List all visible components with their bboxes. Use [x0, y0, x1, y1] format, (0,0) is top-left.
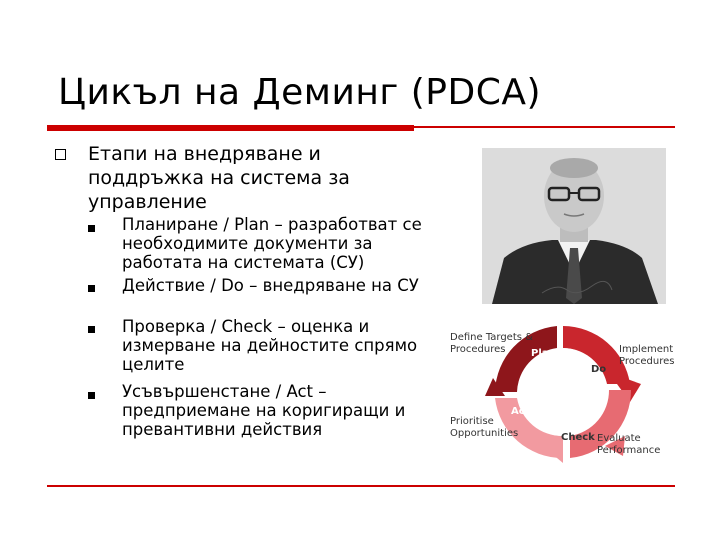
cycle-check-label: Check	[561, 432, 595, 443]
portrait-icon	[482, 148, 666, 304]
title-divider-accent	[47, 125, 414, 131]
cycle-do-label: Do	[591, 364, 607, 375]
bullet-item-do: Действие / Do – внедряване на СУ	[122, 276, 419, 295]
label-prioritise-opportunities: Prioritise Opportunities	[450, 416, 519, 439]
footer-divider	[47, 485, 675, 487]
label-evaluate-performance: Evaluate Performance	[597, 433, 661, 456]
level1-text: Етапи на внедряване и поддръжка на система за управление	[88, 143, 350, 213]
cycle-plan-label: Plan	[531, 348, 556, 359]
square-bullet-icon	[88, 225, 95, 232]
label-define-targets: Define Targets & Procedures	[450, 332, 533, 355]
slide-title: Цикъл на Деминг (PDCA)	[58, 72, 542, 113]
square-bullet-icon	[88, 326, 95, 333]
bullet-item-act: Усъвършенстане / Act – предприемане на коригиращи и превантивни действия	[122, 382, 406, 439]
pdca-cycle-diagram	[445, 318, 680, 468]
hollow-square-bullet-icon	[55, 149, 66, 160]
bullet-item-check: Проверка / Check – оценка и измерване на дейностите спрямо целите	[122, 317, 418, 374]
cycle-act-label: Act	[511, 406, 530, 417]
portrait-photo	[482, 148, 666, 304]
label-implement-procedures: Implement Procedures	[619, 344, 675, 367]
bullet-item-plan: Планиране / Plan – разработват се необходимите документи за работата на системата (СУ)	[122, 215, 422, 272]
square-bullet-icon	[88, 392, 95, 399]
square-bullet-icon	[88, 285, 95, 292]
